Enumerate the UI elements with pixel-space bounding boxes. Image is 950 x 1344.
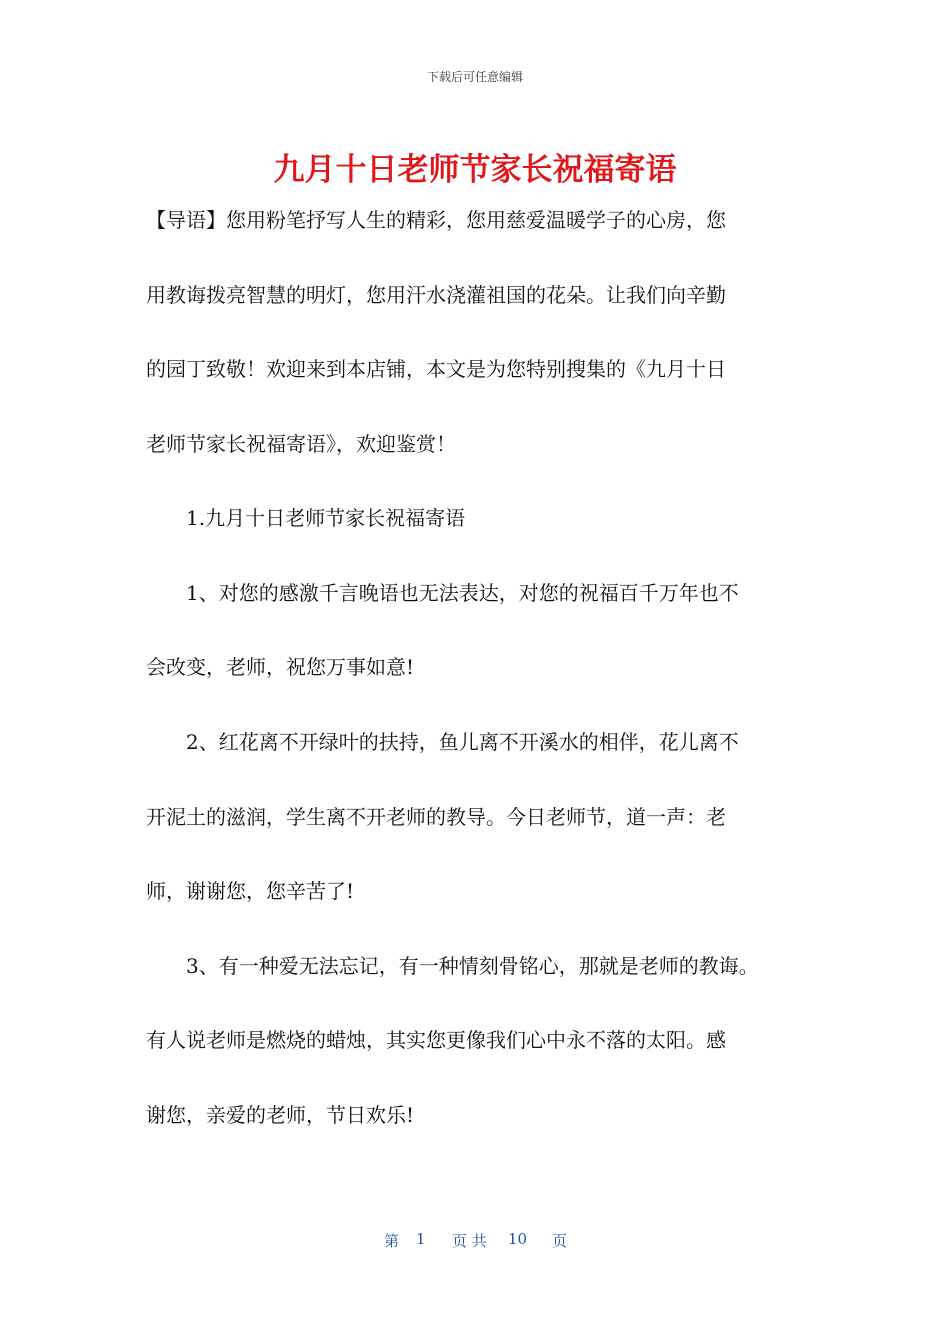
body-line-1: 【导语】您用粉笔抒写人生的精彩，您用慈爱温暖学子的心房，您 — [146, 208, 726, 232]
body-line-7: 会改变，老师，祝您万事如意! — [146, 655, 415, 679]
body-line-4: 老师节家长祝福寄语》，欢迎鉴赏！ — [146, 432, 456, 456]
body-line-12: 有人说老师是燃烧的蜡烛，其实您更像我们心中永不落的太阳。感 — [146, 1028, 726, 1052]
document-title: 九月十日老师节家长祝福寄语 — [273, 152, 677, 188]
footer-page-middle: 页 共 — [452, 1232, 487, 1250]
body-line-9: 开泥土的滋润，学生离不开老师的教导。今日老师节，道一声：老 — [146, 805, 726, 829]
body-line-6: 1、对您的感激千言晚语也无法表达，对您的祝福百千万年也不 — [186, 581, 739, 605]
body-line-13: 谢您，亲爱的老师，节日欢乐! — [146, 1103, 415, 1127]
footer-page-suffix: 页 — [552, 1232, 568, 1250]
body-line-10: 师，谢谢您，您辛苦了! — [146, 879, 355, 903]
body-line-11: 3、有一种爱无法忘记，有一种情刻骨铭心，那就是老师的教诲。 — [186, 954, 759, 978]
footer-page-number: 1 — [416, 1230, 426, 1248]
section-heading: 1.九月十日老师节家长祝福寄语 — [186, 506, 466, 530]
body-line-8: 2、红花离不开绿叶的扶持，鱼儿离不开溪水的相伴，花儿离不 — [186, 730, 739, 754]
footer-page-prefix: 第 — [384, 1232, 400, 1250]
footer-total-pages: 10 — [508, 1230, 528, 1248]
body-line-3: 的园丁致敬！欢迎来到本店铺，本文是为您特别搜集的《九月十日 — [146, 357, 726, 381]
header-note: 下载后可任意编辑 — [426, 70, 523, 84]
body-line-2: 用教诲拨亮智慧的明灯，您用汗水浇灌祖国的花朵。让我们向辛勤 — [146, 283, 726, 307]
